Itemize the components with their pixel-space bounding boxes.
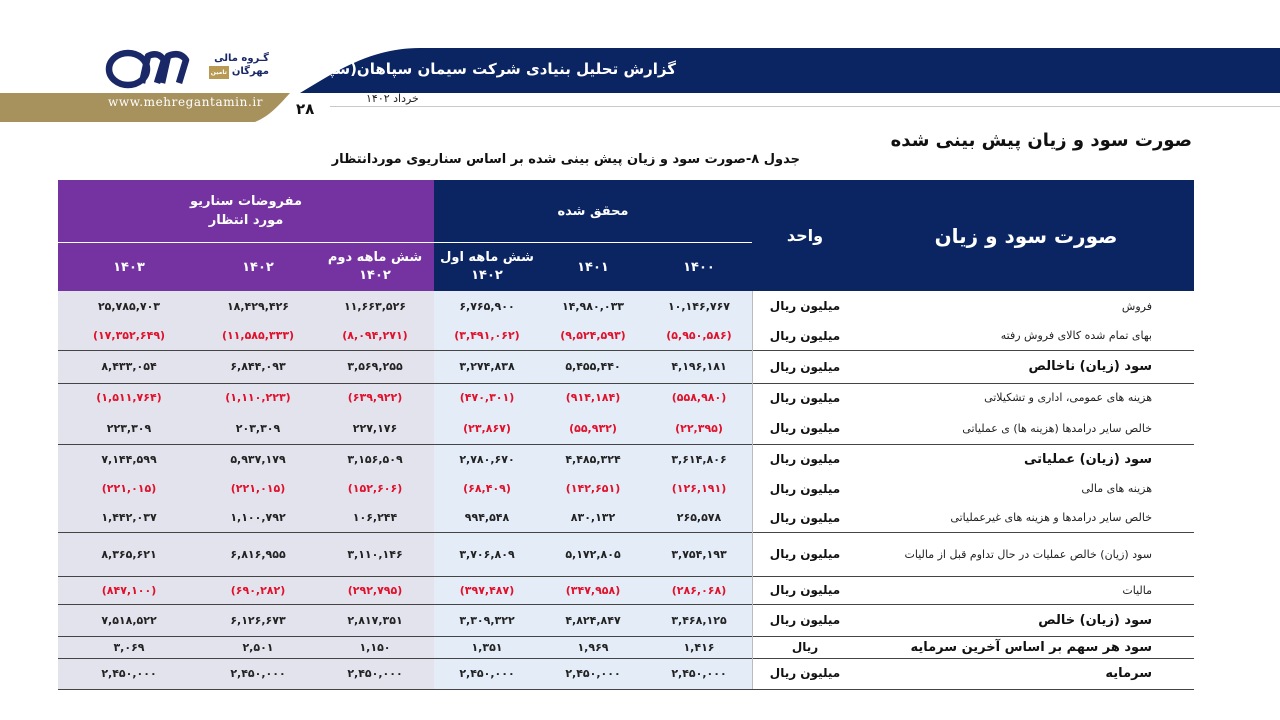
row-unit: میلیون ریال [769, 510, 841, 525]
value-cell: (۶۹۰,۲۸۲) [230, 583, 286, 597]
value-cell: ۱,۹۶۹ [577, 640, 609, 654]
value-cell: ۲,۸۱۷,۳۵۱ [347, 613, 403, 627]
report-title: گزارش تحلیل بنیادی شرکت سیمان سپاهان(سپاها) [300, 60, 676, 78]
value-cell: ۸۳۰,۱۳۲ [570, 511, 616, 524]
value-cell: ۱,۴۱۶ [683, 640, 715, 654]
value-cell: ۲۵,۷۸۵,۷۰۳ [97, 299, 161, 313]
value-cell: (۵,۹۵۰,۵۸۶) [666, 329, 732, 342]
row-label: سود (زیان) ناخالص [1028, 359, 1152, 374]
page-number: ۲۸ [296, 100, 315, 118]
header-h2-1402 [316, 242, 434, 291]
value-cell: ۲۶۵,۵۷۸ [676, 511, 722, 524]
value-cell: ۸,۴۳۳,۰۵۴ [101, 360, 157, 373]
value-cell: ۳,۵۶۹,۲۵۵ [347, 360, 403, 373]
value-cell: (۲۲۱,۰۱۵) [230, 482, 286, 495]
value-cell: ۱۸,۴۲۹,۴۲۶ [226, 299, 290, 313]
row-unit: میلیون ریال [769, 666, 841, 680]
row-unit: میلیون ریال [769, 359, 841, 374]
row-unit: ریال [791, 640, 819, 654]
row-separator [58, 532, 1194, 533]
header-h1-year: ۱۴۰۲ [471, 268, 503, 283]
value-cell: (۵۵۸,۹۸۰) [671, 391, 727, 404]
value-cell: ۲,۴۵۰,۰۰۰ [101, 666, 157, 680]
logo-tag: تامین [209, 66, 229, 79]
report-date: خرداد ۱۴۰۲ [366, 92, 419, 105]
row-label: سود (زیان) عملیاتی [1023, 451, 1152, 467]
value-cell: ۳,۱۵۶,۵۰۹ [347, 452, 403, 466]
value-cell: ۵,۹۳۷,۱۷۹ [230, 452, 286, 466]
header-underline [330, 106, 1280, 107]
income-statement-table [58, 180, 1194, 690]
row-unit: میلیون ریال [769, 328, 841, 343]
value-cell: ۳,۴۶۸,۱۲۵ [671, 613, 727, 627]
value-cell: ۱۱,۶۶۳,۵۲۶ [343, 299, 407, 313]
value-cell: (۸۴۷,۱۰۰) [101, 583, 157, 597]
table-row [58, 350, 1194, 383]
value-cell: ۳,۲۷۴,۸۳۸ [459, 360, 515, 373]
row-label: سود (زیان) خالص عملیات در حال تداوم قبل از مالیات [904, 547, 1152, 561]
row-separator [58, 689, 1194, 690]
row-unit: میلیون ریال [769, 390, 841, 405]
header-1401: ۱۴۰۱ [540, 242, 646, 291]
value-cell: (۱۵۲,۶۰۶) [347, 482, 403, 495]
value-cell: ۱,۱۵۰ [359, 640, 391, 654]
value-cell: ۲,۴۵۰,۰۰۰ [230, 666, 286, 680]
header-1400: ۱۴۰۰ [646, 242, 752, 291]
row-unit: میلیون ریال [769, 421, 841, 435]
value-cell: (۱۱,۵۸۵,۳۳۳) [221, 329, 295, 342]
table-row [58, 474, 1194, 503]
value-cell: (۹,۵۲۴,۵۹۳) [560, 329, 626, 342]
value-cell: (۶۳۹,۹۲۲) [347, 391, 403, 404]
header-h2-year: ۱۴۰۲ [359, 268, 391, 283]
value-cell: ۳,۷۰۶,۸۰۹ [459, 547, 515, 561]
table-caption: جدول ۸-صورت سود و زیان پیش بینی شده بر اساس سناریوی موردانتظار [331, 152, 800, 167]
value-cell: (۱۲۶,۱۹۱) [671, 482, 727, 495]
header-h2-label: شش ماهه دوم [327, 250, 423, 265]
row-label: بهای تمام شده کالای فروش رفته [1000, 329, 1152, 342]
row-unit: میلیون ریال [769, 481, 841, 496]
value-cell: ۷,۵۱۸,۵۲۲ [101, 613, 157, 627]
logo-ring-right [162, 54, 186, 83]
row-separator [58, 658, 1194, 659]
table-row [58, 412, 1194, 444]
table-row [58, 532, 1194, 576]
value-cell: ۲۲۷,۱۷۶ [352, 421, 398, 435]
value-cell: ۳,۶۱۴,۸۰۶ [671, 452, 727, 466]
table-row [58, 444, 1194, 474]
value-cell: (۱,۱۱۰,۲۲۳) [225, 391, 291, 404]
value-cell: (۹۱۴,۱۸۴) [565, 391, 621, 404]
company-logo [104, 48, 194, 90]
value-cell: (۵۵,۹۳۲) [569, 421, 617, 435]
value-cell: ۲,۵۰۱ [242, 640, 274, 654]
section-title: صورت سود و زیان پیش بینی شده [890, 130, 1192, 151]
row-label: خالص سایر درامدها (هزینه ها) ی عملیاتی [962, 421, 1152, 435]
value-cell: ۲,۴۵۰,۰۰۰ [565, 666, 621, 680]
unit-column-border [752, 291, 753, 689]
value-cell: ۲,۴۵۰,۰۰۰ [459, 666, 515, 680]
value-cell: ۱,۱۰۰,۷۹۲ [230, 511, 286, 524]
row-separator [58, 350, 1194, 351]
row-label: مالیات [1122, 583, 1152, 597]
value-cell: ۴,۴۸۵,۳۲۴ [565, 452, 621, 466]
row-separator [58, 383, 1194, 384]
row-label: سرمایه [1105, 665, 1152, 681]
header-h1-label: شش ماهه اول [440, 250, 534, 265]
value-cell: (۱۴۲,۶۵۱) [565, 482, 621, 495]
scenario-group-line2: مورد انتظار [208, 213, 284, 228]
value-cell: ۶,۷۶۵,۹۰۰ [459, 299, 515, 313]
table-row [58, 604, 1194, 636]
value-cell: (۸,۰۹۴,۲۷۱) [342, 329, 408, 342]
value-cell: (۳۹۷,۴۸۷) [459, 583, 515, 597]
value-cell: (۱,۵۱۱,۷۶۴) [96, 391, 162, 404]
website-url[interactable]: www.mehregantamin.ir [108, 95, 264, 109]
value-cell: (۱۷,۳۵۲,۶۴۹) [92, 329, 166, 342]
value-cell: ۹۹۴,۵۴۸ [464, 511, 510, 524]
row-label: هزینه های عمومی، اداری و تشکیلاتی [984, 391, 1152, 404]
table-row [58, 383, 1194, 412]
value-cell: ۶,۸۱۶,۹۵۵ [230, 547, 286, 561]
table-row [58, 291, 1194, 321]
value-cell: ۱۴,۹۸۰,۰۳۳ [561, 299, 625, 313]
row-unit: میلیون ریال [769, 613, 841, 627]
table-row [58, 503, 1194, 532]
value-cell: ۲,۴۵۰,۰۰۰ [671, 666, 727, 680]
row-separator [58, 604, 1194, 605]
value-cell: ۲,۴۵۰,۰۰۰ [347, 666, 403, 680]
realized-group-header: محقق شده [434, 180, 752, 242]
value-cell: ۳,۱۱۰,۱۴۶ [347, 547, 403, 561]
value-cell: ۶,۸۴۴,۰۹۳ [230, 360, 286, 373]
row-separator [58, 444, 1194, 445]
value-cell: ۴,۱۹۶,۱۸۱ [671, 360, 727, 373]
row-separator [58, 636, 1194, 637]
item-column-header: صورت سود و زیان [858, 180, 1194, 291]
table-row [58, 658, 1194, 688]
value-cell: ۷,۱۴۴,۵۹۹ [101, 452, 157, 466]
table-row [58, 576, 1194, 604]
value-cell: ۵,۴۵۵,۴۴۰ [565, 360, 621, 373]
row-unit: میلیون ریال [769, 583, 841, 597]
header-1403: ۱۴۰۳ [58, 242, 200, 291]
value-cell: ۱,۴۴۲,۰۳۷ [101, 511, 157, 524]
value-cell: (۳۴۷,۹۵۸) [565, 583, 621, 597]
logo-text-brand: مهرگان [231, 66, 269, 77]
row-label: خالص سایر درامدها و هزینه های غیرعملیاتی [950, 511, 1152, 524]
value-cell: ۱۰,۱۴۶,۷۶۷ [667, 299, 731, 313]
value-cell: ۳,۷۵۴,۱۹۳ [671, 547, 727, 561]
value-cell: ۱۰۶,۲۴۴ [352, 511, 398, 524]
row-unit: میلیون ریال [769, 547, 841, 561]
table-row [58, 636, 1194, 658]
scenario-group-line1: مفروضات سناریو [189, 194, 303, 209]
value-cell: ۲۰۳,۳۰۹ [235, 421, 281, 435]
value-cell: (۳,۴۹۱,۰۶۲) [454, 329, 520, 342]
table-row [58, 321, 1194, 350]
value-cell: ۶,۱۲۶,۶۷۳ [230, 613, 286, 627]
header-h1-1402 [434, 242, 540, 291]
logo-text-line1: گـروه مالی [214, 53, 269, 64]
value-cell: ۳,۰۶۹ [113, 640, 145, 654]
value-cell: (۲۲,۳۹۵) [675, 421, 723, 435]
value-cell: ۲۲۳,۳۰۹ [106, 421, 152, 435]
logo-text-line2 [203, 65, 269, 79]
row-unit: میلیون ریال [769, 299, 841, 313]
row-unit: میلیون ریال [769, 452, 841, 466]
value-cell: ۳,۳۰۹,۳۲۲ [459, 613, 515, 627]
scenario-group-header [58, 180, 434, 242]
row-label: سود (زیان) خالص [1038, 612, 1152, 628]
value-cell: (۲۳,۸۶۷) [463, 421, 511, 435]
logo-text [203, 53, 269, 79]
value-cell: (۲۲۱,۰۱۵) [101, 482, 157, 495]
value-cell: (۲۹۲,۷۹۵) [347, 583, 403, 597]
value-cell: ۴,۸۲۴,۸۴۷ [565, 613, 621, 627]
value-cell: ۸,۳۶۵,۶۲۱ [101, 547, 157, 561]
value-cell: (۲۸۶,۰۶۸) [671, 583, 727, 597]
value-cell: ۲,۷۸۰,۶۷۰ [459, 452, 515, 466]
value-cell: ۱,۳۵۱ [471, 640, 503, 654]
row-label: فروش [1121, 299, 1152, 313]
row-label: سود هر سهم بر اساس آخرین سرمایه [910, 639, 1152, 655]
header-1402: ۱۴۰۲ [200, 242, 316, 291]
value-cell: (۶۸,۴۰۹) [463, 482, 511, 495]
value-cell: ۵,۱۷۲,۸۰۵ [565, 547, 621, 561]
row-separator [58, 576, 1194, 577]
value-cell: (۴۷۰,۳۰۱) [459, 391, 515, 404]
unit-column-header: واحد [752, 180, 858, 291]
row-label: هزینه های مالی [1081, 482, 1152, 495]
